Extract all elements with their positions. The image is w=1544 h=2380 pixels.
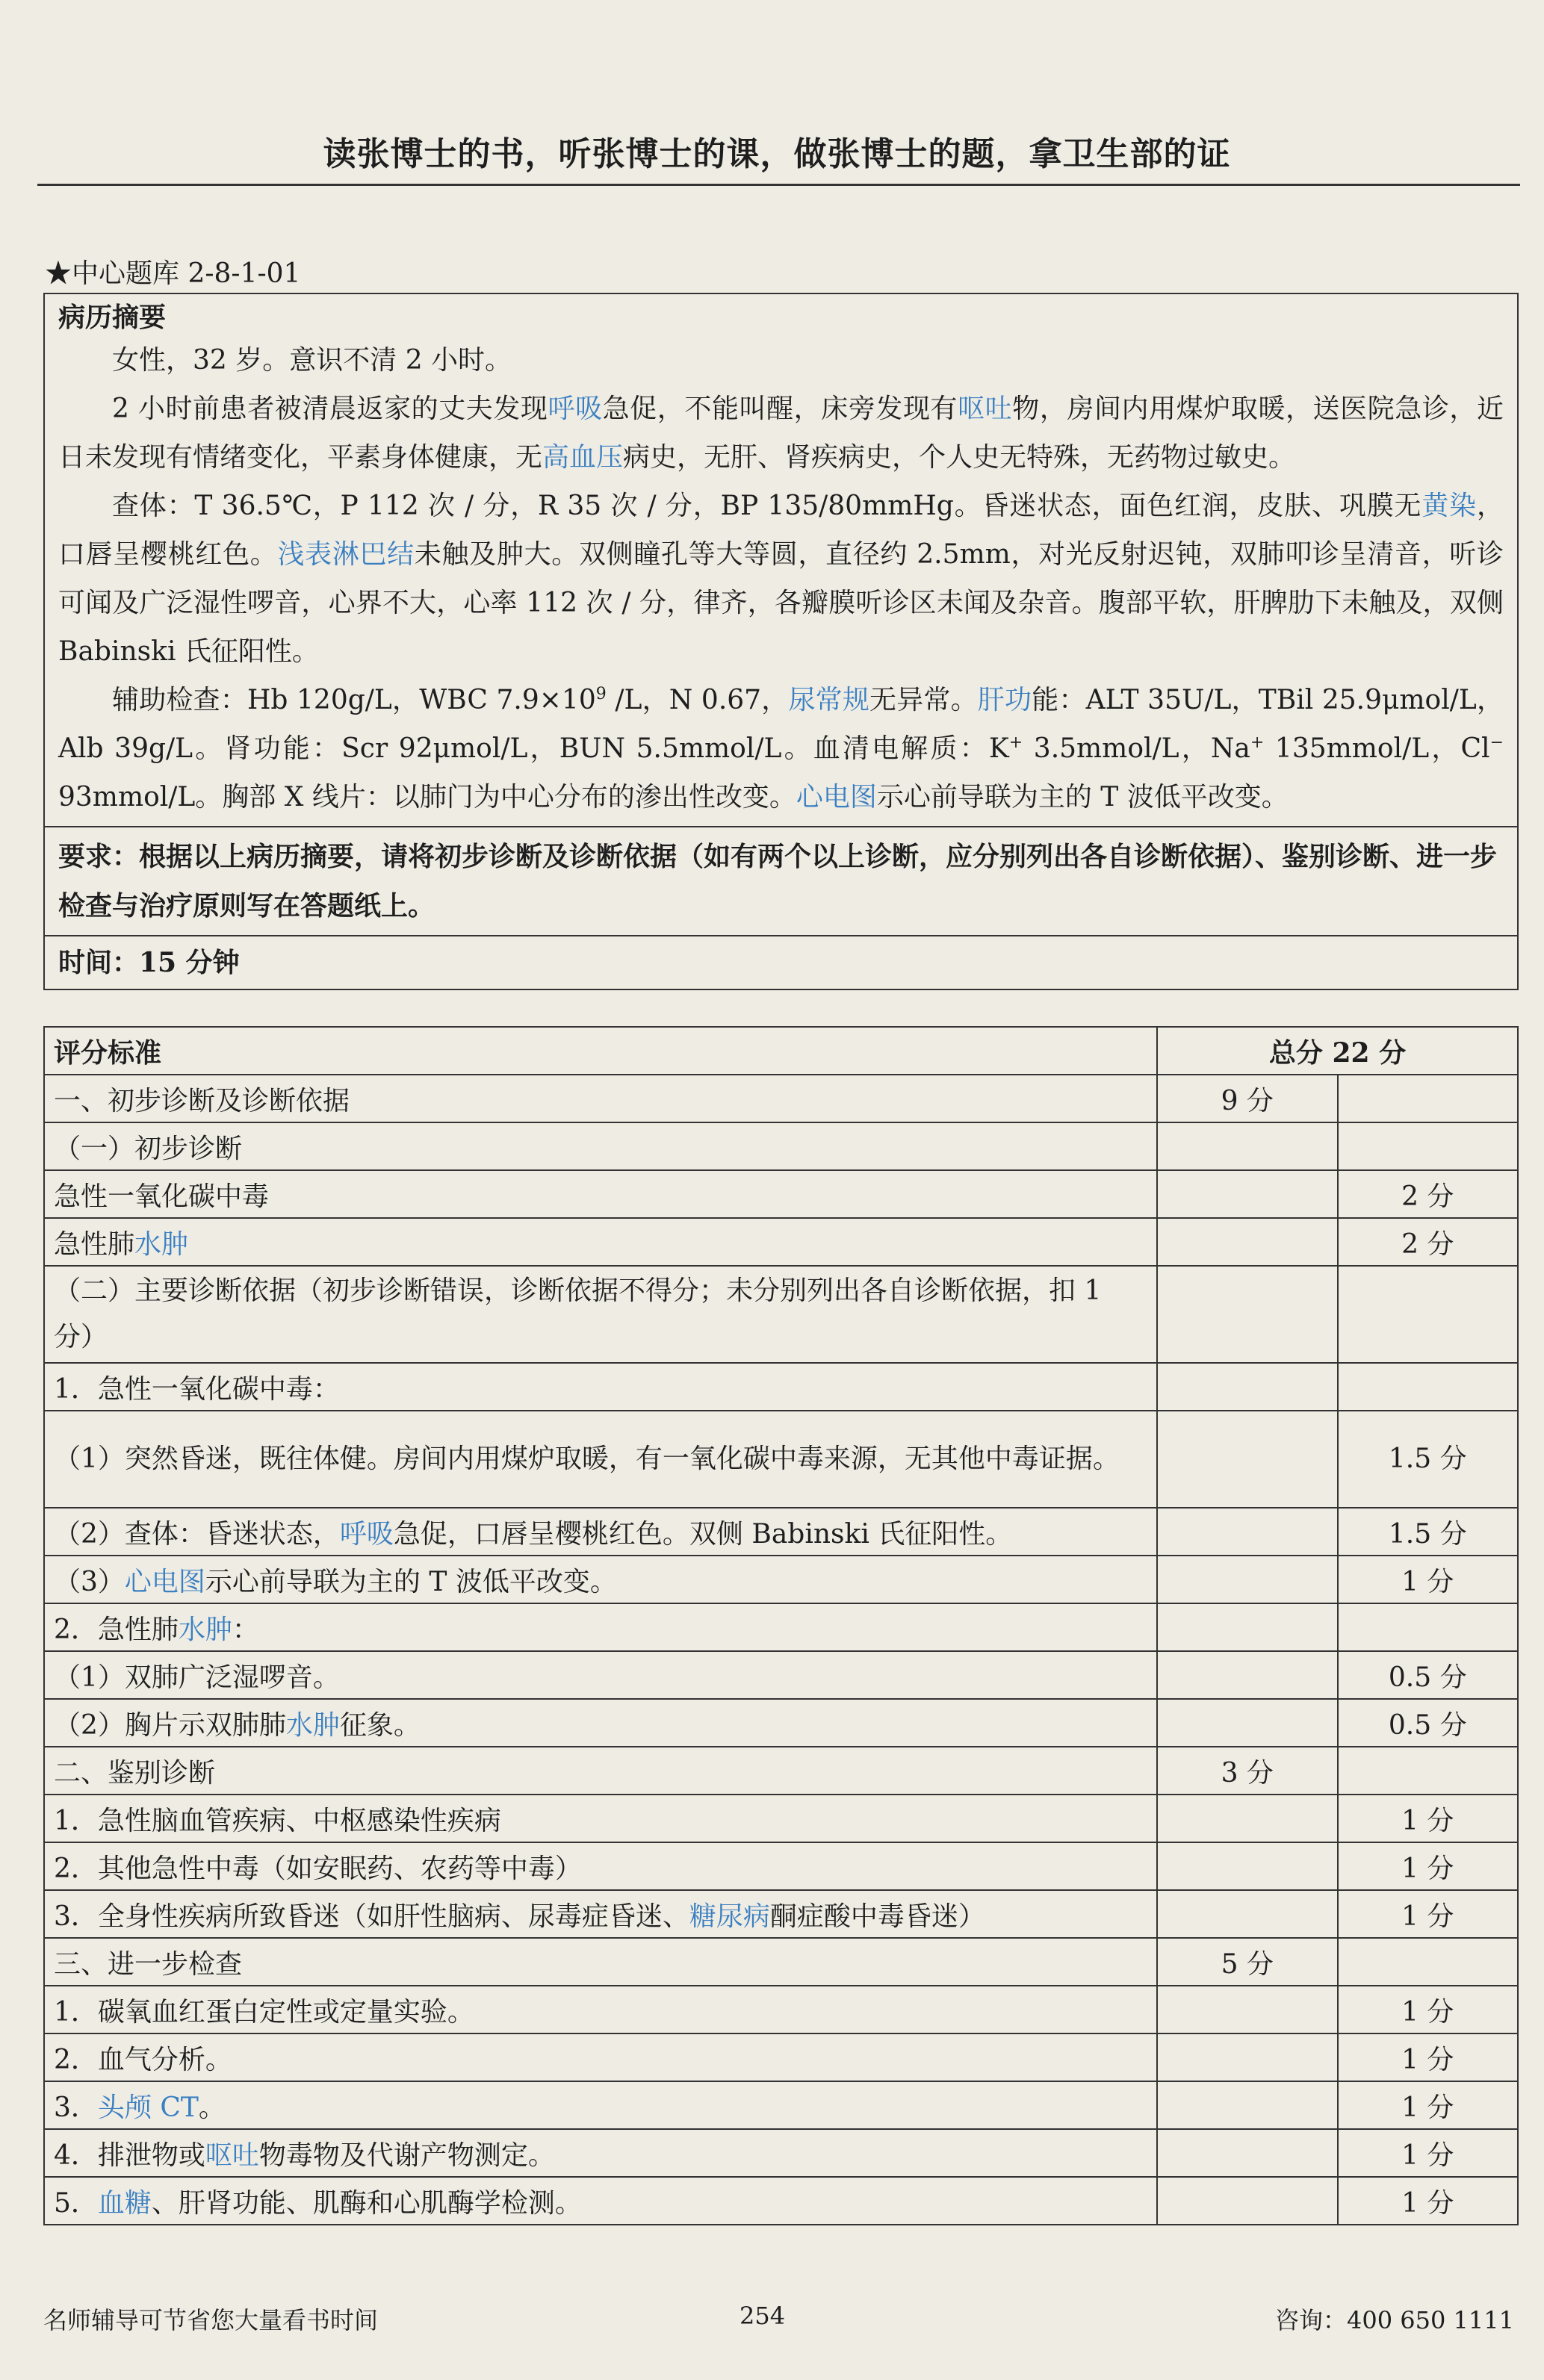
text-run: 酮症酸中毒昏迷）: [769, 1901, 985, 1932]
highlighted-term: 呕吐: [205, 2140, 259, 2171]
scoring-row: [44, 1122, 1518, 1170]
section-points: [1157, 2129, 1338, 2177]
scoring-total: 总分 22 分: [1157, 1027, 1518, 1075]
text-run: （3）: [54, 1566, 125, 1597]
highlighted-term: 心电图: [796, 782, 877, 813]
highlighted-term: 呼吸: [339, 1518, 394, 1550]
scoring-row: [44, 1170, 1518, 1218]
scoring-row: [44, 2129, 1518, 2177]
scoring-item: [44, 1890, 1157, 1938]
scoring-item: [44, 2033, 1157, 2081]
text-run: 病史，无肝、肾疾病史，个人史无特殊，无药物过敏史。: [623, 442, 1296, 473]
highlighted-term: 呕吐: [958, 394, 1013, 424]
item-points: 2 分: [1338, 1170, 1519, 1218]
text-run: 2．急性肺: [54, 1614, 179, 1645]
text-run: 能：ALT 35U/L，TBil 25.9μmol/L，Alb 39g/L。肾功能：Scr 92μmol/L，BUN 5.5mmol/L。血清电解质：K: [58, 685, 1504, 764]
item-points: [1338, 1266, 1519, 1363]
scoring-row: [44, 2177, 1518, 2225]
item-points: 2 分: [1338, 1218, 1519, 1266]
highlighted-term: 心电图: [124, 1566, 205, 1597]
scoring-row: [44, 1795, 1518, 1842]
section-points: [1157, 2177, 1338, 2225]
text-run: 未触及肿大。双侧瞳孔等大等圆，直径约 2.5mm，对光反射迟钝，双肺叩诊呈清音，听诊可闻及广泛湿性啰音，心界不大，心率 112 次 / 分，律齐，各瓣膜听诊区未闻及杂音。腹部平软，肝脾肋下未触及，双侧 Babinski 氏征阳性。: [58, 539, 1504, 667]
running-header: 读张博士的书，听张博士的课，做张博士的题，拿卫生部的证: [323, 135, 1231, 173]
section-points: [1157, 1890, 1338, 1938]
highlighted-term: 呼吸: [548, 394, 603, 424]
item-points: 1.5 分: [1338, 1411, 1519, 1508]
scoring-row: [44, 1651, 1518, 1699]
scoring-row: [44, 1363, 1518, 1411]
superscript: +: [1008, 733, 1023, 752]
section-points: [1157, 1363, 1338, 1411]
footer-slogan: 名师辅导可节省您大量看书时间: [43, 2306, 379, 2334]
item-points: 0.5 分: [1338, 1699, 1519, 1747]
text-run: 1．急性一氧化碳中毒：: [54, 1373, 340, 1405]
section-points: [1157, 1986, 1338, 2033]
scoring-item: [44, 2081, 1157, 2129]
text-run: （1）突然昏迷，既往体健。房间内用煤炉取暖，有一氧化碳中毒来源，无其他中毒证据。: [54, 1444, 1120, 1474]
section-points: [1157, 1170, 1338, 1218]
case-history: [58, 385, 1504, 482]
text-run: 1．碳氧血红蛋白定性或定量实验。: [54, 1996, 474, 2028]
item-points: 1 分: [1338, 1795, 1519, 1842]
scoring-item: [44, 1411, 1157, 1508]
scoring-item: [44, 1699, 1157, 1747]
scoring-row: [44, 1266, 1518, 1363]
scoring-row: [44, 1556, 1518, 1603]
superscript: +: [1250, 733, 1265, 752]
scoring-item: [44, 1938, 1157, 1986]
scoring-header-row: [44, 1027, 1518, 1075]
section-points: [1157, 1842, 1338, 1890]
scoring-row: [44, 1411, 1518, 1508]
text-run: 查体：T 36.5℃，P 112 次 / 分，R 35 次 / 分，BP 135/80mmHg。昏迷状态，面色红润，皮肤、巩膜无: [112, 491, 1422, 521]
scoring-item: [44, 1363, 1157, 1411]
scoring-item: [44, 1556, 1157, 1603]
highlighted-term: 头颅 CT: [97, 2092, 199, 2123]
scoring-row: [44, 1842, 1518, 1890]
item-points: 1.5 分: [1338, 1508, 1519, 1556]
case-chief-complaint: 女性，32 岁。意识不清 2 小时。: [112, 345, 512, 376]
scoring-row: [44, 2033, 1518, 2081]
text-run: （2）查体：昏迷状态，: [54, 1518, 340, 1550]
scoring-item: [44, 1266, 1157, 1363]
case-requirement: 要求：根据以上病历摘要，请将初步诊断及诊断依据（如有两个以上诊断，应分别列出各自诊断依据）、鉴别诊断、进一步检查与治疗原则写在答题纸上。: [45, 827, 1517, 936]
text-run: 。: [198, 2092, 226, 2123]
scoring-table: [43, 1026, 1519, 2225]
item-points: [1338, 1363, 1519, 1411]
text-run: 物，房间内用煤炉取暖，送医院急诊，近日未发现有情绪变化，平素身体健康，无: [58, 394, 1504, 473]
text-run: （2）胸片示双肺肺: [54, 1709, 286, 1741]
scoring-item: [44, 1986, 1157, 2033]
scoring-row: [44, 1603, 1518, 1651]
section-points: 5 分: [1157, 1938, 1338, 1986]
question-id: ★中心题库 2-8-1-01: [45, 258, 301, 289]
footer-contact: 咨询：400 650 1111: [1275, 2306, 1514, 2334]
case-physical-exam: [58, 482, 1504, 676]
item-points: 1 分: [1338, 2033, 1519, 2081]
scoring-item: [44, 1795, 1157, 1842]
text-run: 急性一氧化碳中毒: [54, 1181, 270, 1212]
item-points: [1338, 1122, 1519, 1170]
section-points: [1157, 1795, 1338, 1842]
section-points: [1157, 1651, 1338, 1699]
text-run: 135mmol/L，Cl: [1264, 733, 1490, 764]
item-points: 1 分: [1338, 1842, 1519, 1890]
text-run: 急促，不能叫醒，床旁发现有: [602, 394, 958, 424]
scoring-row: [44, 1218, 1518, 1266]
text-run: 2．血气分析。: [54, 2044, 232, 2075]
text-run: ：: [232, 1614, 259, 1645]
text-run: 、肝肾功能、肌酶和心肌酶学检测。: [151, 2187, 582, 2219]
highlighted-term: 糖尿病: [689, 1901, 770, 1932]
item-points: 1 分: [1338, 2177, 1519, 2225]
text-run: 2 小时前患者被清晨返家的丈夫发现: [112, 394, 548, 424]
highlighted-term: 水肿: [134, 1228, 189, 1260]
scoring-item: [44, 1651, 1157, 1699]
item-points: 1 分: [1338, 1890, 1519, 1938]
text-run: 93mmol/L。胸部 X 线片：以肺门为中心分布的渗出性改变。: [58, 782, 796, 813]
superscript: 9: [595, 685, 607, 703]
item-points: 1 分: [1338, 2129, 1519, 2177]
text-run: 二、鉴别诊断: [54, 1757, 216, 1789]
text-run: 2．其他急性中毒（如安眠药、农药等中毒）: [54, 1853, 582, 1884]
text-run: 1．急性脑血管疾病、中枢感染性疾病: [54, 1805, 501, 1836]
section-points: [1157, 1411, 1338, 1508]
text-run: 物毒物及代谢产物测定。: [258, 2140, 555, 2171]
text-run: 3．: [54, 2092, 98, 2123]
item-points: 1 分: [1338, 1556, 1519, 1603]
scoring-row: [44, 1986, 1518, 2033]
section-points: 9 分: [1157, 1075, 1338, 1122]
scoring-item: [44, 1075, 1157, 1122]
text-run: /L，N 0.67，: [606, 685, 789, 715]
section-points: [1157, 1122, 1338, 1170]
scoring-row: [44, 1699, 1518, 1747]
text-run: 辅助检查：Hb 120g/L，WBC 7.9×10: [112, 685, 596, 715]
section-points: [1157, 1603, 1338, 1651]
scoring-item: [44, 1122, 1157, 1170]
scoring-row: [44, 1890, 1518, 1938]
highlighted-term: 黄染: [1421, 491, 1477, 521]
item-points: [1338, 1075, 1519, 1122]
section-points: [1157, 1699, 1338, 1747]
item-points: [1338, 1938, 1519, 1986]
text-run: （一）初步诊断: [54, 1133, 243, 1164]
section-points: [1157, 2033, 1338, 2081]
text-run: （1）双肺广泛湿啰音。: [54, 1662, 340, 1693]
scoring-item: [44, 2177, 1157, 2225]
case-summary-box: [43, 293, 1519, 990]
section-points: [1157, 1266, 1338, 1363]
highlighted-term: 尿常规: [788, 685, 870, 715]
highlighted-term: 水肿: [178, 1614, 232, 1645]
scoring-item: [44, 1747, 1157, 1795]
scoring-item: [44, 2129, 1157, 2177]
scoring-item: [44, 1508, 1157, 1556]
highlighted-term: 浅表淋巴结: [277, 539, 415, 570]
case-summary-cell: [45, 294, 1517, 827]
superscript: −: [1489, 733, 1504, 752]
scoring-title: 评分标准: [44, 1027, 1157, 1075]
item-points: [1338, 1747, 1519, 1795]
highlighted-term: 血糖: [97, 2187, 152, 2219]
scoring-row: [44, 1075, 1518, 1122]
section-points: [1157, 1556, 1338, 1603]
item-points: 1 分: [1338, 2081, 1519, 2129]
item-points: 1 分: [1338, 1986, 1519, 2033]
scoring-item: [44, 1603, 1157, 1651]
text-run: 一、初步诊断及诊断依据: [54, 1085, 350, 1116]
scoring-row: [44, 1938, 1518, 1986]
text-run: 无异常。: [869, 685, 978, 715]
highlighted-term: 水肿: [285, 1709, 340, 1741]
text-run: 三、进一步检查: [54, 1948, 243, 1980]
scoring-item: [44, 1170, 1157, 1218]
text-run: （二）主要诊断依据（初步诊断错误，诊断依据不得分；未分别列出各自诊断依据，扣 1 分）: [54, 1276, 1102, 1352]
text-run: 急性肺: [54, 1228, 135, 1260]
text-run: 3.5mmol/L，Na: [1023, 733, 1250, 764]
text-run: 征象。: [339, 1709, 421, 1741]
text-run: 4．排泄物或: [54, 2140, 205, 2171]
section-points: [1157, 1508, 1338, 1556]
highlighted-term: 高血压: [542, 442, 624, 473]
case-time: 时间：15 分钟: [45, 936, 1517, 990]
scoring-row: [44, 1747, 1518, 1795]
text-run: 3．全身性疾病所致昏迷（如肝性脑病、尿毒症昏迷、: [54, 1901, 689, 1932]
text-run: 急促，口唇呈樱桃红色。双侧 Babinski 氏征阳性。: [393, 1518, 1013, 1550]
scoring-item: [44, 1218, 1157, 1266]
section-points: 3 分: [1157, 1747, 1338, 1795]
section-points: [1157, 2081, 1338, 2129]
text-run: ，口唇呈樱桃红色。: [58, 491, 1504, 570]
case-auxiliary-exam: [58, 676, 1504, 821]
section-points: [1157, 1218, 1338, 1266]
case-summary-title: 病历摘要: [58, 302, 167, 333]
page-number: 254: [740, 2302, 786, 2330]
scoring-row: [44, 2081, 1518, 2129]
text-run: 示心前导联为主的 T 波低平改变。: [205, 1566, 617, 1597]
text-run: 5．: [54, 2187, 98, 2219]
scoring-item: [44, 1842, 1157, 1890]
item-points: [1338, 1603, 1519, 1651]
header-rule: [37, 184, 1520, 186]
highlighted-term: 肝功: [977, 685, 1032, 715]
item-points: 0.5 分: [1338, 1651, 1519, 1699]
text-run: 示心前导联为主的 T 波低平改变。: [876, 782, 1289, 813]
scoring-row: [44, 1508, 1518, 1556]
